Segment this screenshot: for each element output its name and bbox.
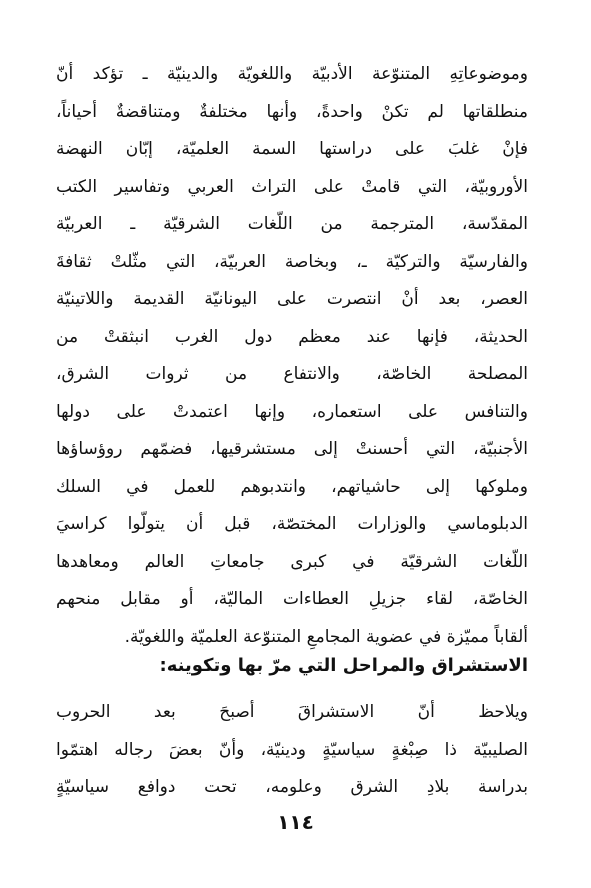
text-line: فإنْ غلبَ على دراستها السمة العلميّة، إبّان النهضة <box>56 139 528 159</box>
section-heading: الاستشراق والمراحل التي مرّ بها وتكوينه: <box>159 655 528 676</box>
text-line: المصلحة الخاصّة، والانتفاع من ثروات الشرق، <box>56 364 528 384</box>
page-number: ١١٤ <box>277 810 314 834</box>
text-line: ويلاحظ أنّ الاستشراقَ أصبحَ بعد الحروب <box>56 702 528 722</box>
text-line: بدراسة بلادِ الشرق وعلومه، تحت دوافع سياسيّةٍ <box>56 777 528 797</box>
text-line: الأجنبيّة، التي أحسنتْ إلى مستشرقيها، فضمّهم روؤساؤها <box>56 439 528 459</box>
text-line: والتنافس على استعماره، وإنها اعتمدتْ على دولها <box>56 401 528 422</box>
text-line: وملوكها إلى حاشياتهم، وانتدبوهم للعمل في السلك <box>56 476 528 497</box>
text-line: والفارسيّة والتركيّة ـ، وبخاصة العربيّة، التي مثّلتْ ثقافةَ <box>56 251 528 272</box>
text-line: المقدّسة، المترجمة من اللّغات الشرقيّة ـ العربيّة <box>56 214 528 234</box>
text-line: الصليبيّة ذا صِبْغةٍ سياسيّةٍ ودينيّة، وأنّ بعضَ رجاله اهتمّوا <box>56 739 528 760</box>
text-line: اللّغات الشرقيّة في كبرى جامعاتِ العالم ومعاهدها <box>56 551 528 572</box>
text-line: وموضوعاتِهِ المتنوّعة الأدبيّة واللغويّة والدينيّة ـ تؤكد أنّ <box>56 64 528 84</box>
body-paragraph-2 <box>56 694 528 807</box>
text-line: الدبلوماسي والوزارات المختصّة، قبل أن يتولّوا كراسيَ <box>56 514 528 534</box>
text-line: الخاصّة، لقاء جزيلِ العطاءات الماليّة، أو مقابل منحهم <box>56 589 528 609</box>
text-line: العصر، بعد أنْ انتصرت على اليونانيّة القديمة واللاتينيّة <box>56 289 528 309</box>
text-line: ألقاباً مميّزة في عضوية المجامعِ المتنوّعة العلميّة واللغويّة. <box>124 626 528 647</box>
text-line: الحديثة، فإنها عند معظم دول الغرب انبثقتْ من <box>56 326 528 347</box>
text-line: الأوروبيّة، التي قامتْ على التراث العربي وتفاسير الكتب <box>56 176 528 197</box>
body-paragraph-1 <box>56 56 528 656</box>
text-line: منطلقاتها لم تكنْ واحدةً، وأنها مختلفةٌ ومتناقضةٌ أحياناً، <box>56 101 528 122</box>
